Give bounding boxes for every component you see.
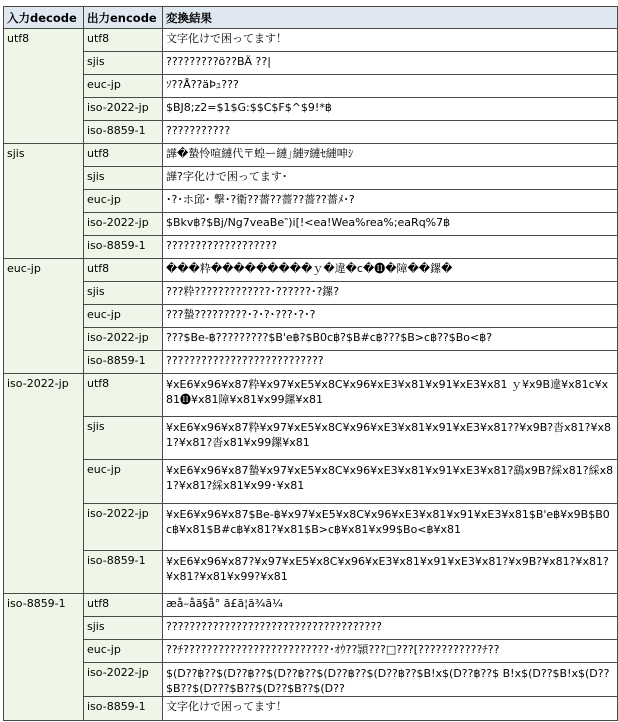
- result-cell: ���粋���������ｙ�違�c�⓫�障��鏍�: [163, 259, 618, 282]
- table-row: [4, 351, 618, 374]
- header-input-decode: 入力decode: [4, 7, 84, 29]
- result-cell: ???????????: [163, 121, 618, 144]
- result-cell: ¥xE6¥x96¥x87?¥x97¥xE5¥x8C¥x96¥xE3¥x81¥x91¥xE3¥x81?¥x9B?¥x81?¥x81?¥x81?¥x81¥x99?¥x81: [163, 551, 618, 594]
- result-cell: ¥xE6¥x96¥x87$Be-฿¥x97¥xE5¥x8C¥x96¥xE3¥x81¥x91¥xE3¥x81$B'e฿¥x9B$B0c฿¥x81$B#c฿¥x81?¥x81$B>c฿¥x81¥x99$Bo<฿¥x81: [163, 504, 618, 551]
- output-encode-cell: iso-8859-1: [84, 121, 163, 144]
- table-row: [4, 213, 618, 236]
- table-row: [4, 417, 618, 460]
- result-cell: ¥xE6¥x96¥x87蟄¥x97¥xE5¥x8C¥x96¥xE3¥x81¥x91¥xE3¥x81?鷂x9B?綵x81?綵x81?¥x81?綵x81¥x99･¥x81: [163, 460, 618, 504]
- output-encode-cell: sjis: [84, 52, 163, 75]
- result-cell: $Bkv฿?$Bj/Ng7veaBe‶)i[!<ea!Wea%rea%;eaRq%7฿: [163, 213, 618, 236]
- output-encode-cell: iso-8859-1: [84, 236, 163, 259]
- result-cell: ?????????ö??BÄ ??|: [163, 52, 618, 75]
- output-encode-cell: utf8: [84, 374, 163, 417]
- table-row: [4, 190, 618, 213]
- result-cell: ¥xE6¥x96¥x87粋¥x97¥xE5¥x8C¥x96¥xE3¥x81¥x91¥xE3¥x81??¥x9B?沓x81?¥x81?¥x81?沓x81¥x99鏍¥x81: [163, 417, 618, 460]
- output-encode-cell: euc-jp: [84, 75, 163, 98]
- result-cell: ???粋?????????????･??????･?鏍?: [163, 282, 618, 305]
- table-row: [4, 29, 618, 52]
- result-cell: ｿ??Å??äÞｭ???: [163, 75, 618, 98]
- output-encode-cell: utf8: [84, 29, 163, 52]
- table-row: [4, 374, 618, 417]
- table-row: [4, 75, 618, 98]
- output-encode-cell: sjis: [84, 617, 163, 640]
- result-cell: 文字化けで困ってます！: [163, 29, 618, 52]
- output-encode-cell: sjis: [84, 167, 163, 190]
- output-encode-cell: sjis: [84, 417, 163, 460]
- output-encode-cell: iso-8859-1: [84, 551, 163, 594]
- table-row: [4, 640, 618, 663]
- table-row: [4, 697, 618, 721]
- table-row: [4, 144, 618, 167]
- input-decode-cell: utf8: [4, 29, 84, 144]
- result-cell: ???????????????????????????: [163, 351, 618, 374]
- output-encode-cell: iso-2022-jp: [84, 213, 163, 236]
- output-encode-cell: utf8: [84, 259, 163, 282]
- result-cell: ???蟄?????????･?･?･???･?･?: [163, 305, 618, 328]
- result-cell: ･?･ホ邱･ 撃･?衛??薔??薔??薔??薔ﾒ･?: [163, 190, 618, 213]
- result-cell: $BJ8;z2=$1$G:$$C$F$^$9!*฿: [163, 98, 618, 121]
- table-row: [4, 98, 618, 121]
- table-row: [4, 328, 618, 351]
- table-row: [4, 52, 618, 75]
- table-row: [4, 663, 618, 697]
- input-decode-cell: iso-2022-jp: [4, 374, 84, 594]
- result-cell: ??ﾁ?????????????????????????･ｵｳ??頴???□???[???????????ﾁ??: [163, 640, 618, 663]
- output-encode-cell: iso-8859-1: [84, 697, 163, 721]
- table-row: [4, 594, 618, 617]
- header-result: 変換結果: [163, 7, 618, 29]
- result-cell: 譁�蟄怜喧縺代〒蝗ー縺｣縺ｦ縺ｾ縺呻ｼ: [163, 144, 618, 167]
- result-cell: 譁?字化けで困ってます･: [163, 167, 618, 190]
- output-encode-cell: iso-2022-jp: [84, 328, 163, 351]
- header-output-encode: 出力encode: [84, 7, 163, 29]
- encoding-table: [3, 6, 618, 721]
- table-body: [4, 29, 618, 721]
- result-cell: ???????????????????: [163, 236, 618, 259]
- table-row: [4, 617, 618, 640]
- output-encode-cell: euc-jp: [84, 640, 163, 663]
- input-decode-cell: euc-jp: [4, 259, 84, 374]
- table-row: [4, 504, 618, 551]
- output-encode-cell: utf8: [84, 144, 163, 167]
- output-encode-cell: iso-2022-jp: [84, 98, 163, 121]
- output-encode-cell: euc-jp: [84, 305, 163, 328]
- table-row: [4, 305, 618, 328]
- result-cell: 文字化けで困ってます！: [163, 697, 618, 721]
- table-row: [4, 167, 618, 190]
- table-row: [4, 551, 618, 594]
- result-cell: ?????????????????????????????????????: [163, 617, 618, 640]
- output-encode-cell: sjis: [84, 282, 163, 305]
- table-row: [4, 259, 618, 282]
- header-row: [4, 7, 618, 29]
- input-decode-cell: sjis: [4, 144, 84, 259]
- table-row: [4, 236, 618, 259]
- result-cell: ???$Be-฿?????????$B'e฿?$B0c฿?$B#c฿???$B>c฿??$Bo<฿?: [163, 328, 618, 351]
- output-encode-cell: utf8: [84, 594, 163, 617]
- result-cell: ¥xE6¥x96¥x87粋¥x97¥xE5¥x8C¥x96¥xE3¥x81¥x91¥xE3¥x81 ｙ¥x9B違¥x81c¥x81⓫¥x81障¥x81¥x99鏍¥x81: [163, 374, 618, 417]
- input-decode-cell: iso-8859-1: [4, 594, 84, 721]
- output-encode-cell: iso-2022-jp: [84, 663, 163, 697]
- table-row: [4, 460, 618, 504]
- table-row: [4, 121, 618, 144]
- table-row: [4, 282, 618, 305]
- output-encode-cell: iso-2022-jp: [84, 504, 163, 551]
- output-encode-cell: euc-jp: [84, 460, 163, 504]
- output-encode-cell: iso-8859-1: [84, 351, 163, 374]
- result-cell: æå–åã§å° ã£ã¦ã¾ã¼: [163, 594, 618, 617]
- result-cell: $(D??฿??$(D??฿??$(D??฿??$(D??฿??$(D??฿??$B!x$(D??฿??$ B!x$(D??$B!x$(D??$B??$(D???$B??$(D??$B??$(D??: [163, 663, 618, 697]
- output-encode-cell: euc-jp: [84, 190, 163, 213]
